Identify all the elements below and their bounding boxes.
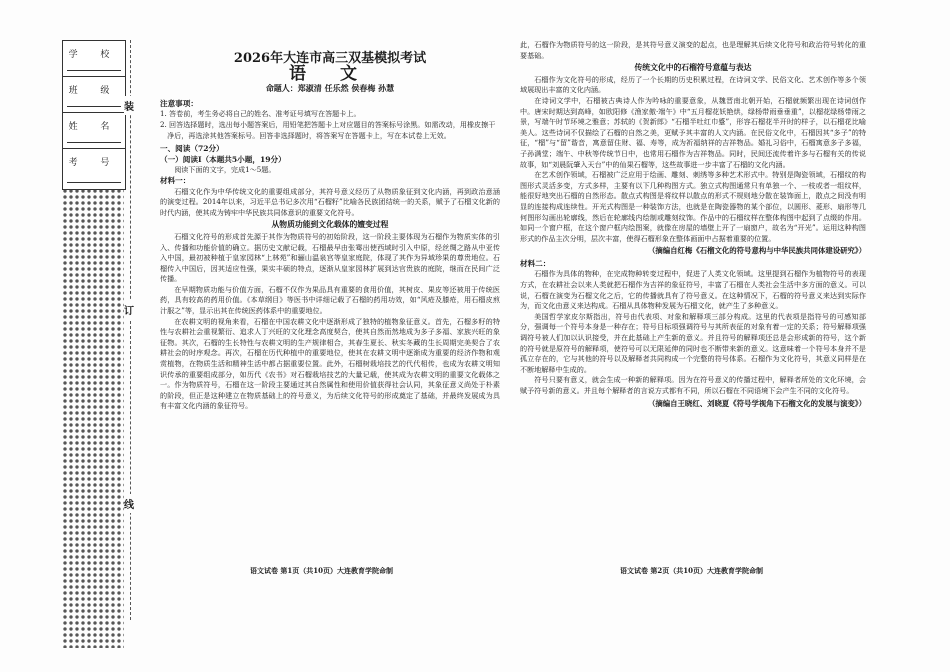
- binding-strip: [62, 40, 128, 610]
- right-paragraph-6: 符号只要有意义，就会生成一种新的解释项。因为在符号意义的传播过程中，解释者所处的文化环境，会赋予符号新的意义。并且每个解释者的言说方式都有不同，所以石榴在不同语境下会产生不同的文化符号。: [520, 375, 866, 395]
- right-paragraph-1: 石榴作为文化符号的形成，经历了一个长期的历史积累过程，在诗词文学、民俗文化、艺术创作等多个领域展现出丰富的文化内涵。: [520, 74, 866, 95]
- reading1-heading: （一）阅读Ⅰ（本题共5小题，19分）: [160, 154, 286, 164]
- class-line: [67, 106, 121, 107]
- cut-char-xian: 线: [124, 494, 134, 513]
- material1-label: 材料一：: [160, 175, 191, 185]
- source-citation-1: （摘编自红梅《石榴文化的符号意构与中华民族共同体建设研究》）: [647, 246, 866, 256]
- reading-instruction: 阅读下面的文字，完成1～5题。: [174, 165, 276, 175]
- school-label: 学 校: [68, 50, 120, 60]
- note-item-2: 2. 回答选择题时，选出每小题答案后，用铅笔把答题卡上对应题目的答案标号涂黑。如需改动，用橡皮擦干净后，再选涂其他答案标号。回答非选择题时，将答案写在答题卡上，写在本试卷上无效。: [160, 119, 496, 140]
- cut-char-zhuang: 装: [124, 96, 134, 115]
- subheading-1: 从物质功能到文化载体的嬗变过程: [271, 220, 389, 230]
- reading-heading: 一、阅读（72分）: [160, 144, 224, 154]
- left-paragraph-2: 石榴文化符号的形成首先源于其作为物质符号的初始阶段，这一阶段主要体现为石榴作为物质实体的引入、传播和功能价值的确立。据历史文献记载，石榴最早由张骞出使西域时引入中原，经丝绸之路从中亚传入中国，最初被种植于皇家园林“上林苑”和骊山温泉宫等皇家庭院，体现了其作为异域珍果的尊贵地位。石榴传入中国后，因其适应性强，果实丰硕的特点，逐渐从皇家园林扩展到达官贵族的庭院，继而在民间广泛传播。: [160, 231, 500, 284]
- school-field: [62, 40, 126, 78]
- footer-page-1: 语文试卷 第1页（共10页）大连教育学院命制: [250, 566, 394, 575]
- name-label: 姓 名: [68, 122, 120, 132]
- school-line: [67, 70, 121, 71]
- subject-title: 语 文: [289, 63, 371, 84]
- right-column: [520, 40, 866, 411]
- cut-char-ding: 订: [124, 300, 134, 319]
- subheading-2: 传统文化中的石榴符号意蕴与表达: [634, 63, 752, 73]
- exam-number-field: [62, 148, 126, 190]
- class-field: [62, 76, 126, 114]
- exam-title: 2026年大连市高三双基模拟考试: [233, 51, 427, 66]
- source-citation-2: （摘编自王晓红、刘晓夏《符号学视角下石榴文化的发展与演变》）: [647, 398, 866, 408]
- note-item-1: 1. 答卷前，考生务必将自己的姓名、准考证号填写在答题卡上。: [160, 109, 361, 119]
- right-paragraph-0: 此，石榴作为物质符号的这一阶段，是其符号意义演变的起点，也是理解其后续文化符号和政治符号转化的重要基础。: [520, 40, 866, 60]
- left-paragraph-3: 在早期物质功能与价值方面，石榴不仅作为果品具有重要的食用价值，其树皮、果皮等还被用于传统医药，具有较高的药用价值。《本草纲目》等医书中详细记载了石榴的药用功效，如“风疮及膝疮，用石榴皮煎汁服之”等，显示出其在传统医药体系中的重要地位。: [160, 284, 500, 316]
- binding-pattern: [62, 188, 124, 648]
- left-paragraph-1: 石榴文化作为中华传统文化的重要组成部分，其符号意义经历了从物质象征到文化内涵，再到政治意涵的演变过程。2014年以来，习近平总书记多次用“石榴籽”比喻各民族团结统一的关系，赋予了石榴文化新的时代内涵，使其成为铸牢中华民族共同体意识的重要文化符号。: [160, 186, 500, 217]
- right-paragraph-4: 石榴作为具体的物种，在完成物种转变过程中，促进了人类文化领域。这里提到石榴作为植物符号的表现方式，在农耕社会以来人类就把石榴作为吉祥的象征符号，丰富了石榴在人类社会生活中多方面的意义。可以说，石榴在演变为石榴文化之后，它的传播就具有了符号意义。在这种情况下，石榴的符号意义来达到实际作为，而文化由意义来达构成。石榴从具体物种发展为石榴文化，就产生了多种意义。: [520, 269, 866, 311]
- material2-label: 材料二：: [520, 258, 551, 268]
- right-paragraph-2: 在诗词文学中，石榴被古典诗人作为吟咏的重要意象，从魏晋南北朝开始，石榴就频繁出现在诗词创作中。唐宋时期达到高峰，如欧阳修《渔家傲·端午》中“五月榴花妖艳烘，绿杨带雨垂垂重”，以榴花绿杨带雨之景，写端午时节环境之雅意；苏轼的《贺新郎》“石榴半吐红巾蹙”，形容石榴花半开时的样子，以石榴花比喻美人。这些诗词不仅描绘了石榴的自然之美，更赋予其丰富的人文内涵。在民俗文化中，石榴因其“多子”的特征，“榴”与“留”谐音，寓意留住财、福、寿等，成为祈福纳祥的吉祥物品。婚礼习俗中，石榴寓意多子多福，子孙满堂；端午、中秋等传统节日中，也常用石榴作为吉祥物品。同时，民间还流传着许多与石榴有关的传说故事，如“刘晨阮肇入天台”中的仙果石榴等，这些故事进一步丰富了石榴的文化内涵。: [520, 95, 866, 169]
- right-paragraph-5: 美国哲学家皮尔斯指出，符号由代表项、对象和解释项三部分构成。这里的代表项是指符号的可感知部分，强调每一个符号本身是一种存在；符号目标项强调符号与其所表征的对象有着一定的关系；符号解释项强调符号被人们加以认识接受，并在此基础上产生新的意义。并且符号的解释项还总是会形成新的符号，这个新的符号就是原符号的解释项，使符号可以无限延伸的同时也不断带来新的意义。这意味着一个符号本身并不是孤立存在的，它与其他的符号以及解释者共同构成一个完整的符号体系。石榴作为文化符号，其意义同样是在不断地解释中生成的。: [520, 311, 866, 374]
- class-label: 班 级: [68, 86, 120, 96]
- name-line: [67, 142, 121, 143]
- name-field: [62, 112, 126, 150]
- footer-page-2: 语文试卷 第2页（共10页）大连教育学院命制: [620, 566, 764, 575]
- left-column: [160, 44, 500, 412]
- notes-heading: 注意事项：: [160, 98, 198, 108]
- exam-number-line: [67, 182, 121, 183]
- left-paragraph-4: 在农耕文明的视角来看，石榴在中国农耕文化中逐渐形成了独特的植物象征意义。首先，石榴多籽的特性与农耕社会重视繁衍、追求人丁兴旺的文化理念高度契合，使其自然而然地成为多子多福、家族兴旺的象征物。其次，石榴的生长特性与农耕文明的生产规律相合，其春生夏长、秋实冬藏的生长周期完美契合了农耕社会的时序观念。再次，石榴在历代种植中的重要地位，使其在农耕文明中逐渐成为重要的经济作物和观赏植物，在物质生活和精神生活中都占据重要位置。此外，石榴树栽培技艺的代代相传，也成为农耕文明知识传承的重要组成部分，如历代《农书》对石榴栽培技艺的大量记载，使其成为农耕文明的重要文化载体之一。作为物质符号，石榴在这一阶段主要通过其自然属性和使用价值获得社会认同，其象征意义尚处于朴素的阶段，但正是这种建立在物质基础上的符号意义，为后续文化符号的形成奠定了基础，并最终发展成为具有丰富文化内涵的象征符号。: [160, 316, 500, 411]
- binding-cut-line: [130, 40, 131, 620]
- exam-number-label: 考 号: [68, 158, 120, 168]
- authors-line: 命题人：郑淑清 任乐然 侯春梅 孙慧: [265, 83, 395, 94]
- right-paragraph-3: 在艺术创作领域，石榴被广泛应用于绘画、雕刻、刺绣等多种艺术形式中。特别是陶瓷领域，石榴纹的构图形式灵活多变，方式多样，主要有以下几种构图方式。独立式构图通常只有单独一个、一枝或者一组纹样，能很好地突出石榴的自然形态。散点式构图是将纹样以散点的形式不规则地分散在装饰面上，散点之间没有明显的连接构成连续性。开光式构图是一种装饰方法，也就是在陶瓷器物的某个部位，以圆形、菱形、扇形等几何图形勾画出轮廓线，然后在轮廓线内绘制或雕刻纹饰。作品中的石榴纹样在整体构图中起到了点缀的作用。如同一个窗户框，在这个窗户框内绘图案，就像在房屋的墙壁上开了一扇窗户，故名为“开光”。运用这种构图形式的作品主次分明，层次丰富，使得石榴形象在整体画面中占据着重要的位置。: [520, 170, 866, 243]
